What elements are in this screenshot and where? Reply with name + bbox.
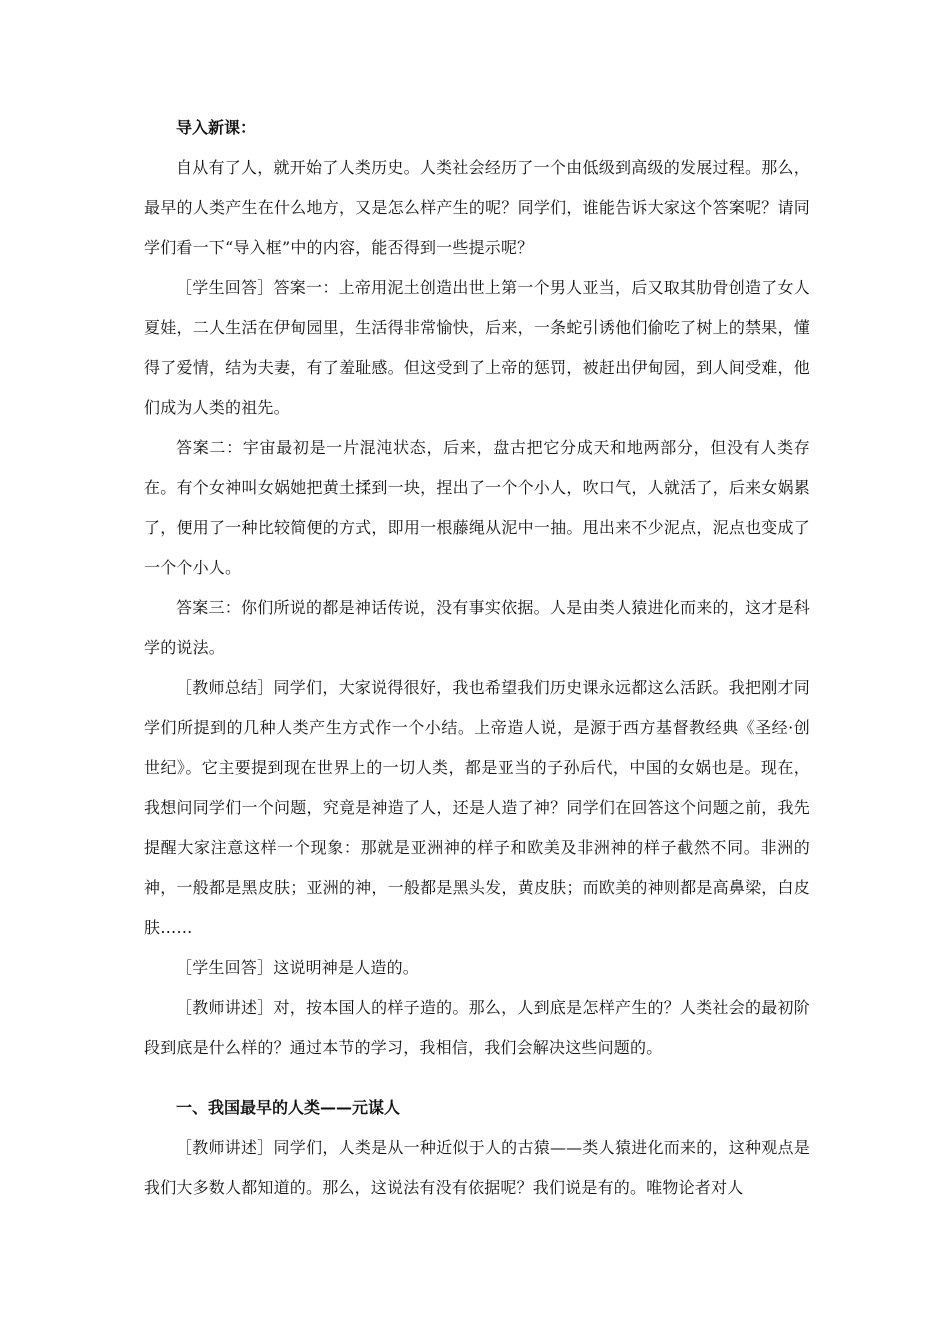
teacher-narration-paragraph: ［教师讲述］对，按本国人的样子造的。那么，人到底是怎样产生的？人类社会的最初阶段到底是什么样的？通过本节的学习，我相信，我们会解决这些问题的。	[144, 998, 810, 1057]
section-spacer	[144, 1068, 810, 1088]
teacher-summary-paragraph: ［教师总结］同学们，大家说得很好，我也希望我们历史课永远都这么活跃。我把刚才同学们所提到的几种人类产生方式作一个小结。上帝造人说，是源于西方基督教经典《圣经·创世纪》。它主要提到现在世界上的一切人类，都是亚当的子孙后代，中国的女娲也是。现在，我想问同学们一个问题，究竟是神造了人，还是人造了神？同学们在回答这个问题之前，我先提醒大家注意这样一个现象：那就是亚洲神的样子和欧美及非洲神的样子截然不同。非洲的神，一般都是黑皮肤；亚洲的神，一般都是黑头发，黄皮肤；而欧美的神则都是高鼻梁，白皮肤……	[144, 678, 810, 937]
answer-two-paragraph: 答案二：宇宙最初是一片混沌状态，后来，盘古把它分成天和地两部分，但没有人类存在。有个女神叫女娲她把黄土揉到一块，捏出了一个个小人，吹口气，人就活了，后来女娲累了，便用了一种比较简便的方式，即用一根藤绳从泥中一抽。甩出来不少泥点，泥点也变成了一个个小人。	[144, 438, 810, 577]
document-page	[144, 108, 810, 1208]
section-heading: 一、我国最早的人类——元谋人	[176, 1098, 401, 1117]
student-answer-paragraph: ［学生回答］这说明神是人造的。	[176, 958, 420, 977]
section-paragraph: ［教师讲述］同学们，人类是从一种近似于人的古猿——类人猿进化而来的，这种观点是我们大多数人都知道的。那么，这说法有没有依据呢？我们说是有的。唯物论者对人	[144, 1138, 810, 1197]
answer-three-paragraph: 答案三：你们所说的都是神话传说，没有事实依据。人是由类人猿进化而来的，这才是科学的说法。	[144, 598, 810, 657]
intro-paragraph: 自从有了人，就开始了人类历史。人类社会经历了一个由低级到高级的发展过程。那么，最早的人类产生在什么地方，又是怎么样产生的呢？同学们，谁能告诉大家这个答案呢？请同学们看一下“导入框”中的内容，能否得到一些提示呢？	[144, 158, 810, 257]
answer-one-paragraph: ［学生回答］答案一：上帝用泥土创造出世上第一个男人亚当，后又取其肋骨创造了女人夏娃，二人生活在伊甸园里，生活得非常愉快，后来，一条蛇引诱他们偷吃了树上的禁果，懂得了爱情，结为夫妻，有了羞耻感。但这受到了上帝的惩罚，被赶出伊甸园，到人间受难，他们成为人类的祖先。	[144, 278, 810, 417]
intro-heading: 导入新课：	[176, 118, 257, 137]
